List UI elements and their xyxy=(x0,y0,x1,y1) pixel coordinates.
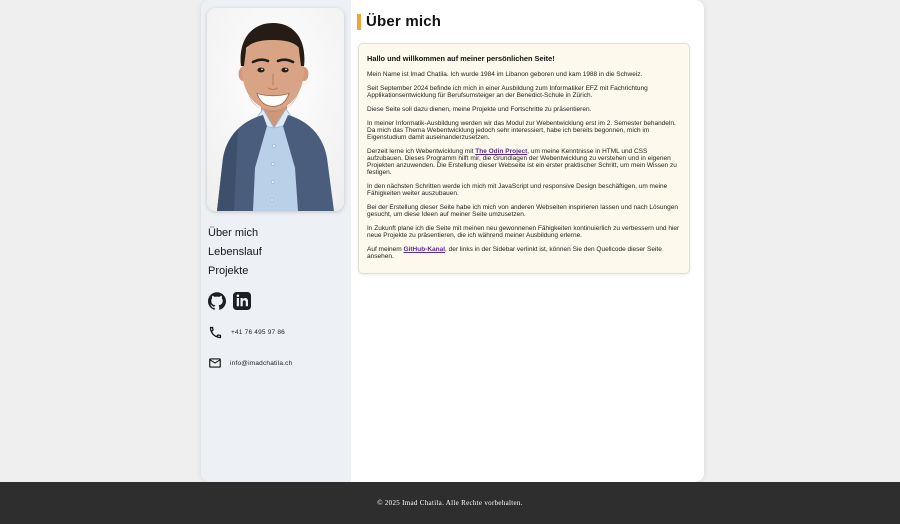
paragraph-github xyxy=(367,246,681,260)
profile-photo-card xyxy=(207,8,344,211)
profile-photo-image xyxy=(207,8,344,211)
phone-number: +41 76 495 97 86 xyxy=(231,329,285,336)
page-title-row xyxy=(357,13,691,30)
paragraph: Bei der Erstellung dieser Seite habe ich mich von anderen Webseiten inspirieren lassen und nach Lösungen gesucht, um diese Ideen auf meiner Seite umzusetzen. xyxy=(367,204,678,219)
paragraph: In meiner Informatik-Ausbildung werden wir das Modul zur Webentwicklung erst im 2. Semester behandeln. Da mich das Thema Webentwicklung jedoch sehr interessiert, habe ich bereits begonnen, mich im Eigenstudium damit auseinanderzusetzen. xyxy=(367,120,676,142)
paragraph-text: Derzeit lerne ich Webentwicklung mit xyxy=(367,148,476,156)
social-links xyxy=(208,292,345,310)
title-accent-bar xyxy=(357,14,361,30)
paragraph: Mein Name ist Imad Chatila. Ich wurde 1984 im Libanon geboren und kam 1988 in die Schweiz. xyxy=(367,70,643,78)
card-intro: Hallo und willkommen auf meiner persönlichen Seite! xyxy=(367,54,555,63)
email-address: info@imadchatila.ch xyxy=(230,359,293,367)
sidebar-item-ueber-mich[interactable]: Über mich xyxy=(208,227,259,239)
content-card xyxy=(358,43,690,274)
copyright-text: © 2025 Imad Chatila. Alle Rechte vorbehalten. xyxy=(377,499,523,507)
paragraph-text: , der links in der Sidebar verlinkt ist, können Sie den Quellcode dieser Seite ansehen. xyxy=(367,246,662,261)
github-icon[interactable] xyxy=(208,292,226,310)
sidebar xyxy=(201,0,351,482)
sidebar-item-lebenslauf[interactable]: Lebenslauf xyxy=(208,246,262,258)
odin-project-link[interactable]: The Odin Project xyxy=(475,148,528,156)
paragraph-text: , um meine Kenntnisse in HTML und CSS aufzubauen. Dieses Programm hilft mir, die Grundlagen der Webentwicklung zu verstehen und in eigenen Projekten anzuwenden. Die Erstellung dieser Webseite ist ein erster praktischer Schritt, um mein Wissen zu festigen. xyxy=(367,148,677,177)
paragraph: In den nächsten Schritten werde ich mich mit JavaScript und responsive Design beschäftigen, um meine Fähigkeiten weiter auszubauen. xyxy=(367,183,668,198)
sidebar-nav xyxy=(208,224,345,281)
paragraph-odin xyxy=(367,148,681,176)
paragraph: In Zukunft plane ich die Seite mit meinen neu gewonnenen Fähigkeiten kontinuierlich zu verbessern und hier neue Projekte zu präsentieren, die ich während meiner Ausbildung erlerne. xyxy=(367,225,680,240)
email-icon xyxy=(208,356,222,370)
phone-icon xyxy=(208,325,223,340)
linkedin-icon[interactable] xyxy=(233,292,251,310)
main-content xyxy=(351,0,704,482)
paragraph: Seit September 2024 befinde ich mich in einer Ausbildung zum Informatiker EFZ mit Fachrichtung Applikationsentwicklung für Berufsumsteiger an der Benedict-Schule in Zürich. xyxy=(367,85,648,100)
page-container xyxy=(201,0,704,482)
email-contact[interactable] xyxy=(208,356,345,370)
footer xyxy=(0,482,900,524)
paragraph-text: Auf meinem xyxy=(367,246,404,254)
page-title: Über mich xyxy=(366,13,442,30)
paragraph: Diese Seite soll dazu dienen, meine Projekte und Fortschritte zu präsentieren. xyxy=(367,106,592,114)
sidebar-item-projekte[interactable]: Projekte xyxy=(208,265,249,277)
phone-contact[interactable] xyxy=(208,325,345,340)
github-kanal-link[interactable]: GitHub-Kanal xyxy=(403,246,446,254)
